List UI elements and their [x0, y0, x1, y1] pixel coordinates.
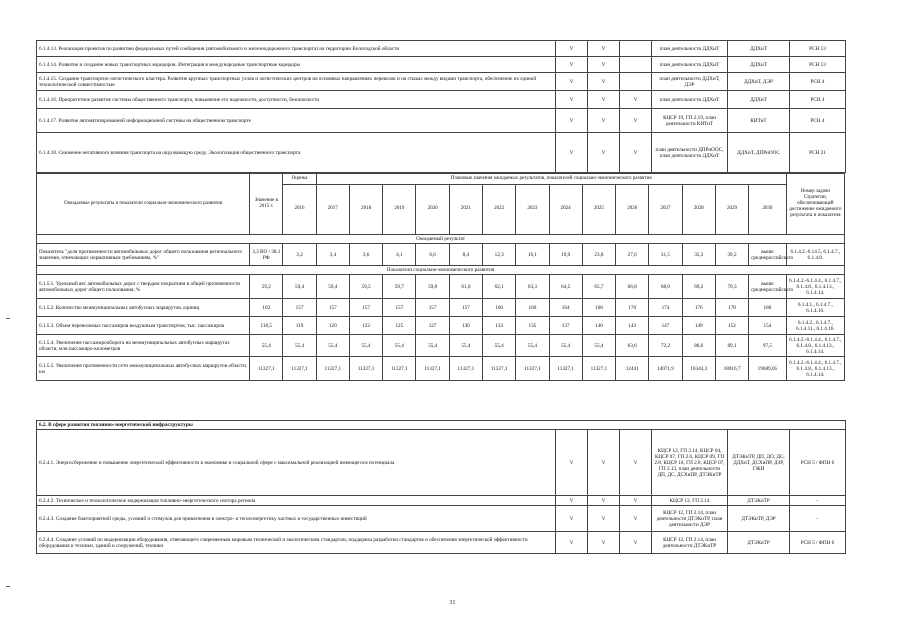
period-mark: [620, 57, 652, 73]
period-mark: V: [556, 430, 588, 496]
planned-values-header: Плановые значения ожидаемых результатов, показателей социально-экономического развития: [316, 174, 786, 185]
indicator-label: Показатель "доля протяженности автомобильных дорог общего пользования регионального значения, отвечающих нормативным требованиям, %": [37, 244, 250, 266]
indicator-value: 59,7: [383, 275, 416, 299]
measure-row: [37, 532, 846, 554]
measure-executor: ДДХиТ: [728, 41, 790, 57]
indicator-value: 55,4: [349, 335, 382, 357]
measure-basis: КЦСР 12, ГП 2.14, план деятельности ДТЭКиТР, план деятельности ДЭР: [652, 506, 728, 532]
edge-mark: [6, 318, 10, 319]
period-mark: [620, 73, 652, 91]
year-header: 2021: [449, 184, 482, 234]
indicator-value: 55,4: [516, 335, 549, 357]
year-header: 2024: [549, 184, 582, 234]
period-mark: V: [620, 133, 652, 173]
indicator-value: 69,2: [682, 275, 715, 299]
indicator-value: 135: [516, 317, 549, 335]
year-header: 2025: [582, 184, 615, 234]
indicator-value: 168: [582, 299, 615, 317]
indicator-value: 11327,1: [383, 357, 416, 381]
indicator-base-value: 11327,1: [250, 357, 283, 381]
indicator-value: 64,5: [549, 275, 582, 299]
indicator-value: 12441: [616, 357, 649, 381]
indicator-value: 61,0: [449, 275, 482, 299]
measure-basis: план деятельности ДДХиТ: [652, 41, 728, 57]
indicator-value: 68,0: [649, 275, 682, 299]
indicator-value: 140: [582, 317, 615, 335]
period-mark: V: [620, 109, 652, 133]
measure-row: [37, 506, 846, 532]
indicator-value: 89,1: [715, 335, 748, 357]
expected-result-title: Ожидаемый результат: [37, 235, 845, 244]
indicator-value: выше среднероссийского: [749, 275, 787, 299]
year-header: 2019: [383, 184, 416, 234]
indicator-value: 19689,05: [749, 357, 787, 381]
task-number-header: Номер задачи Стратегии, обеспечивающей достижение ожидаемого результата и показателя: [786, 174, 844, 235]
period-mark: V: [588, 506, 620, 532]
indicator-value: 157: [349, 299, 382, 317]
measure-basis: план деятельности ДДХиТ: [652, 57, 728, 73]
measure-code: РСН 21: [790, 133, 846, 173]
indicator-value: 157: [449, 299, 482, 317]
measure-text: 6.2.4.2. Техническое и технологическое модернизация топливно-энергетического сектора региона: [37, 496, 556, 506]
measure-text: 6.2.4.1. Энергосбережение и повышение энергетической эффективности в экономике и социальной сфере с максимальной реализацией имеющегося потенциала: [37, 430, 556, 496]
measures-table-top: [36, 40, 846, 173]
indicator-base-value: 102: [250, 299, 283, 317]
year-header: 2030: [749, 184, 787, 234]
socio-indicators-title: Показатели социально-экономического развития: [37, 266, 845, 275]
indicator-value: 62,1: [483, 275, 516, 299]
year-header: 2027: [649, 184, 682, 234]
indicator-value: 152: [715, 317, 748, 335]
measure-text: 6.2.4.3. Создание благоприятной среды, условий и стимулов для привлечения в электро- и теплоэнергетику частных и государственных инвестиций: [37, 506, 556, 532]
indicator-value: 35,3: [682, 244, 715, 266]
period-mark: [620, 41, 652, 57]
indicator-value: 55,4: [549, 335, 582, 357]
indicator-value: 11327,1: [549, 357, 582, 381]
indicator-value: 72,2: [649, 335, 682, 357]
indicator-row: [37, 357, 845, 381]
measures-table-bottom: [36, 420, 846, 554]
period-mark: V: [556, 506, 588, 532]
measure-row: [37, 133, 846, 173]
indicator-value: 8,4: [449, 244, 482, 266]
year-header: 2016: [283, 184, 316, 234]
indicator-value: 11327,1: [516, 357, 549, 381]
indicator-value: 130: [449, 317, 482, 335]
measure-text: 6.1.4.15. Создание транспортно-логистического кластера. Развитие крупных транспортных узлов и логистических центров на основных направлениях перевозок и на стыках между видами транспорта, обеспечение их единой технологической совместимостью: [37, 73, 556, 91]
measure-text: 6.1.4.16. Приоритетное развитие системы общественного транспорта, повышение его надежности, доступности, безопасности: [37, 91, 556, 109]
measure-basis: план деятельности ДПРиООС, план деятельности ДДХиТ: [652, 133, 728, 173]
period-mark: V: [556, 133, 588, 173]
indicator-task-number: 6.1.4.1., 6.1.4.7., 6.1.4.16.: [786, 299, 844, 317]
indicator-base-value: 59,2: [250, 275, 283, 299]
indicator-value: 149: [682, 317, 715, 335]
indicator-value: 120: [316, 317, 349, 335]
indicator-value: 137: [549, 317, 582, 335]
measure-text: 6.1.4.17. Развитие автоматизированной информационной системы на общественном транспорте: [37, 109, 556, 133]
indicator-value: выше среднероссийского: [749, 244, 787, 266]
indicator-value: 55,4: [449, 335, 482, 357]
measure-basis: план деятельности ДДХиТ, ДЭР: [652, 73, 728, 91]
measure-code: РСН 5 / ФПН 6: [790, 532, 846, 554]
indicator-label: 6.1.5.1. Удельный вес автомобильных дорог с твердым покрытием в общей протяженности автомобильных дорог общего пользования, %: [37, 275, 250, 299]
measure-executor: ДДХиТ: [728, 91, 790, 109]
indicator-value: 157: [383, 299, 416, 317]
indicator-value: 65,7: [582, 275, 615, 299]
indicator-task-number: 6.1.4.2., 6.1.4.7., 6.1.4.11., 6.1.4.16.: [786, 317, 844, 335]
period-mark: V: [556, 73, 588, 91]
indicator-task-number: 6.1.4.2.-6.1.4.4., 6.1.4.7., 6.1.4.8., 6.1.4.13., 6.1.4.14.: [786, 357, 844, 381]
measure-code: РСН 4: [790, 73, 846, 91]
indicator-value: 97,5: [749, 335, 787, 357]
year-header: 2028: [682, 184, 715, 234]
measure-basis: КЦСР 12, ГП 2.14, КЦСР 04, КЦСР 07, ГП 2.6, КЦСР 09, ГП 2.8, КЦСР 18, ГП 2.8, КЦСР 07, ГП 2.13, план деятельности ДП, ДС, ДСХиПР, ДТЭКиТР: [652, 430, 728, 496]
indicator-row: [37, 275, 845, 299]
results-label-header: Ожидаемые результаты и показатели социально-экономического развития: [37, 174, 250, 235]
measure-row: [37, 109, 846, 133]
indicator-value: 174: [649, 299, 682, 317]
period-mark: V: [620, 91, 652, 109]
indicator-row: [37, 335, 845, 357]
year-header: 2029: [715, 184, 748, 234]
indicator-value: 11327,1: [349, 357, 382, 381]
indicator-value: 18016,7: [715, 357, 748, 381]
measure-text: 6.1.4.14. Развитие и создание новых транспортных коридоров. Интеграция в международные транспортные коридоры: [37, 57, 556, 73]
indicator-value: 12,3: [483, 244, 516, 266]
indicator-value: 14071,9: [649, 357, 682, 381]
indicator-value: 55,4: [483, 335, 516, 357]
measure-code: РСН 5 / ФПН 6: [790, 430, 846, 496]
period-mark: V: [588, 430, 620, 496]
section-title: 6.2. В сфере развития топливно-энергетической инфраструктуры: [37, 421, 846, 430]
year-header: 2017: [316, 184, 349, 234]
period-mark: V: [620, 430, 652, 496]
edge-mark: [6, 586, 10, 587]
period-mark: V: [588, 109, 620, 133]
indicator-value: 23,8: [582, 244, 615, 266]
indicator-value: 59,4: [283, 275, 316, 299]
period-mark: V: [588, 57, 620, 73]
measure-row: [37, 430, 846, 496]
indicator-value: 119: [283, 317, 316, 335]
indicator-value: 80,6: [682, 335, 715, 357]
base-value-header: Значение в 2015 г.: [250, 174, 283, 235]
indicator-task-number: 6.1.4.2.-6.1.4.4., 6.1.4.7., 6.1.4.8., 6.1.4.13., 6.1.4.14.: [786, 275, 844, 299]
indicator-value: 31,5: [649, 244, 682, 266]
period-mark: V: [620, 496, 652, 506]
indicator-value: 55,4: [283, 335, 316, 357]
indicator-row: [37, 317, 845, 335]
indicator-value: 11327,1: [582, 357, 615, 381]
indicator-value: 125: [383, 317, 416, 335]
indicator-value: 157: [283, 299, 316, 317]
indicator-row: [37, 299, 845, 317]
measure-text: 6.2.4.4. Создание условий по модернизации оборудования, отвечающего современным мировым технической и экологическим стандартам, поддержка разработки стандартов и обеспечения энергетической эффективности оборудования и техники, зданий и сооружений, техники: [37, 532, 556, 554]
measure-basis: КЦСР 19, ГП 2.19, план деятельности КИТиТ: [652, 109, 728, 133]
period-mark: V: [620, 506, 652, 532]
indicator-value: 55,4: [416, 335, 449, 357]
indicator-value: 16344,3: [682, 357, 715, 381]
period-mark: V: [556, 41, 588, 57]
indicator-value: 16,1: [516, 244, 549, 266]
period-mark: V: [620, 532, 652, 554]
indicator-label: 6.1.5.2. Количество межмуниципальных автобусных маршрутов, единиц: [37, 299, 250, 317]
indicator-value: 70,3: [715, 275, 748, 299]
indicator-value: 127: [416, 317, 449, 335]
indicator-value: 59,5: [349, 275, 382, 299]
measure-row: [37, 41, 846, 57]
measure-code: РСН 4: [790, 109, 846, 133]
indicator-value: 122: [349, 317, 382, 335]
indicator-value: 170: [616, 299, 649, 317]
measure-row: [37, 57, 846, 73]
indicator-value: 27,6: [616, 244, 649, 266]
measure-code: РСН 4: [790, 91, 846, 109]
indicator-task-number: 6.1.4.2.-6.1.4.4., 6.1.4.7., 6.1.4.8., 6.1.4.13., 6.1.4.14.: [786, 335, 844, 357]
page-number: 31: [449, 600, 456, 606]
indicator-base-value: 55,4: [250, 335, 283, 357]
indicator-label: 6.1.5.3. Объем перевозимых пассажиров воздушным транспортом, тыс. пассажиров: [37, 317, 250, 335]
year-header: 2026: [616, 184, 649, 234]
period-mark: V: [588, 73, 620, 91]
indicator-value: 4,1: [383, 244, 416, 266]
period-mark: V: [556, 57, 588, 73]
year-header: 2018: [349, 184, 382, 234]
indicator-value: 59,4: [316, 275, 349, 299]
measure-row: [37, 496, 846, 506]
indicator-value: 133: [483, 317, 516, 335]
indicator-value: 11327,1: [449, 357, 482, 381]
results-table: [36, 173, 845, 381]
period-mark: V: [588, 41, 620, 57]
indicator-value: 11327,1: [283, 357, 316, 381]
measure-executor: ДТЭКиТР, ДП, ДО, ДС, ДДХиТ, ДСХиПР, ДЗР, ГЖИ: [728, 430, 790, 496]
year-header: 2023: [516, 184, 549, 234]
indicator-value: 160: [483, 299, 516, 317]
measure-text: 6.1.4.18. Снижение негативного влияния транспорта на окружающую среду. Экологизация общественного транспорта: [37, 133, 556, 173]
period-mark: V: [556, 496, 588, 506]
indicator-value: 11327,1: [483, 357, 516, 381]
indicator-value: 6,6: [416, 244, 449, 266]
measure-row: [37, 73, 846, 91]
measure-code: -: [790, 496, 846, 506]
measure-code: РСН 13: [790, 57, 846, 73]
indicator-value: 154: [749, 317, 787, 335]
indicator-value: 176: [682, 299, 715, 317]
indicator-value: 3,6: [349, 244, 382, 266]
indicator-value: 180: [749, 299, 787, 317]
measure-row: [37, 91, 846, 109]
indicator-base-value: 118,5: [250, 317, 283, 335]
indicator-value: 3,2: [283, 244, 316, 266]
measure-code: РСН 13: [790, 41, 846, 57]
indicator-value: 63,6: [616, 335, 649, 357]
measure-text: 6.1.4.13. Реализация проектов по развитию федеральных путей сообщения (автомобильного и железнодорожного транспорта) на территории Вологодской области: [37, 41, 556, 57]
measure-basis: КЦСР 12, ГП 2.14, план деятельности ДТЭКиТР: [652, 532, 728, 554]
measure-executor: ДДХиТ, ДПРиООС: [728, 133, 790, 173]
indicator-value: 19,9: [549, 244, 582, 266]
indicator-task-number: 6.1.4.2.-6.14.5, 6.1.4.7., 6.1.4.8.: [786, 244, 844, 266]
indicator-value: 160: [516, 299, 549, 317]
indicator-value: 178: [715, 299, 748, 317]
indicator-value: 11327,1: [416, 357, 449, 381]
indicator-value: 147: [649, 317, 682, 335]
indicator-value: 157: [316, 299, 349, 317]
estimate-header: Оценка: [283, 174, 316, 185]
measure-executor: ДТЭКиТР: [728, 532, 790, 554]
indicator-value: 157: [416, 299, 449, 317]
measure-executor: ДДХиТ: [728, 57, 790, 73]
period-mark: V: [556, 532, 588, 554]
indicator-value: 164: [549, 299, 582, 317]
measure-executor: ДТЭКиТР, ДЭР: [728, 506, 790, 532]
indicator-value: 143: [616, 317, 649, 335]
measure-basis: план деятельности ДДХиТ: [652, 91, 728, 109]
measure-executor: ДТЭКиТР: [728, 496, 790, 506]
indicator-value: 55,4: [383, 335, 416, 357]
measure-code: -: [790, 506, 846, 532]
measure-basis: КЦСР 12, ГП 2.14: [652, 496, 728, 506]
period-mark: V: [588, 133, 620, 173]
measure-executor: ДДХиТ, ДЭР: [728, 73, 790, 91]
indicator-value: 59,8: [416, 275, 449, 299]
indicator-value: 11327,1: [316, 357, 349, 381]
period-mark: V: [588, 496, 620, 506]
indicator-value: 55,4: [316, 335, 349, 357]
period-mark: V: [556, 91, 588, 109]
indicator-value: 39,2: [715, 244, 748, 266]
year-header: 2022: [483, 184, 516, 234]
period-mark: V: [556, 109, 588, 133]
indicator-label: 6.1.5.4. Увеличение пассажирооборота на межмуниципальных автобусных маршрутах области, млн.пассажиро-километров: [37, 335, 250, 357]
indicator-row: [37, 244, 845, 266]
indicator-value: 63,3: [516, 275, 549, 299]
indicator-base-value: 3,3 ВО / 38,1 РФ: [250, 244, 283, 266]
indicator-value: 55,4: [582, 335, 615, 357]
period-mark: V: [588, 532, 620, 554]
indicator-label: 6.1.5.5. Увеличение протяженности сети межмуниципальных автобусных маршрутов области, км: [37, 357, 250, 381]
year-header: 2020: [416, 184, 449, 234]
indicator-value: 66,8: [616, 275, 649, 299]
period-mark: V: [588, 91, 620, 109]
indicator-value: 3,4: [316, 244, 349, 266]
measure-executor: КИТиТ: [728, 109, 790, 133]
